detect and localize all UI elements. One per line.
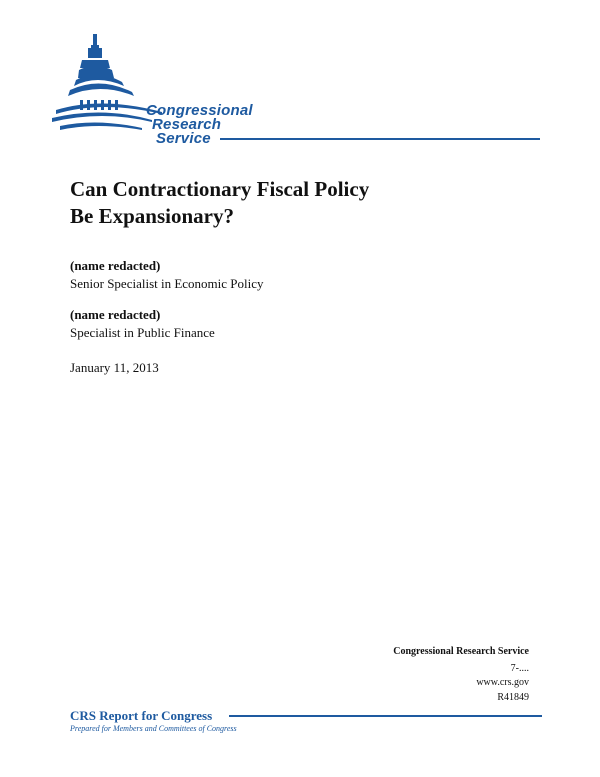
report-date: January 11, 2013 — [70, 360, 159, 375]
meta-org: Congressional Research Service — [393, 646, 529, 657]
meta-report-id: R41849 — [497, 692, 529, 703]
meta-phone: 7-.... — [510, 663, 529, 674]
author-role: Senior Specialist in Economic Policy — [70, 276, 264, 291]
author-role: Specialist in Public Finance — [70, 325, 215, 340]
report-title-line1: Can Contractionary Fiscal Policy — [70, 177, 370, 201]
footer-rule — [229, 715, 542, 717]
logo-text-line2: Research — [152, 116, 222, 133]
crs-logo — [52, 28, 542, 148]
meta-website-link[interactable]: www.crs.gov — [476, 677, 529, 688]
footer-title: CRS Report for Congress — [70, 708, 213, 723]
report-title-line2: Be Expansionary? — [70, 204, 234, 228]
report-title — [70, 176, 530, 230]
author-name: (name redacted) — [70, 258, 161, 273]
logo-rule — [220, 138, 540, 140]
author-name: (name redacted) — [70, 307, 161, 322]
logo-text-line3: Service — [156, 130, 211, 147]
footer-subtitle: Prepared for Members and Committees of Congress — [70, 724, 237, 733]
logo-text-line1: Congressional — [146, 102, 253, 119]
